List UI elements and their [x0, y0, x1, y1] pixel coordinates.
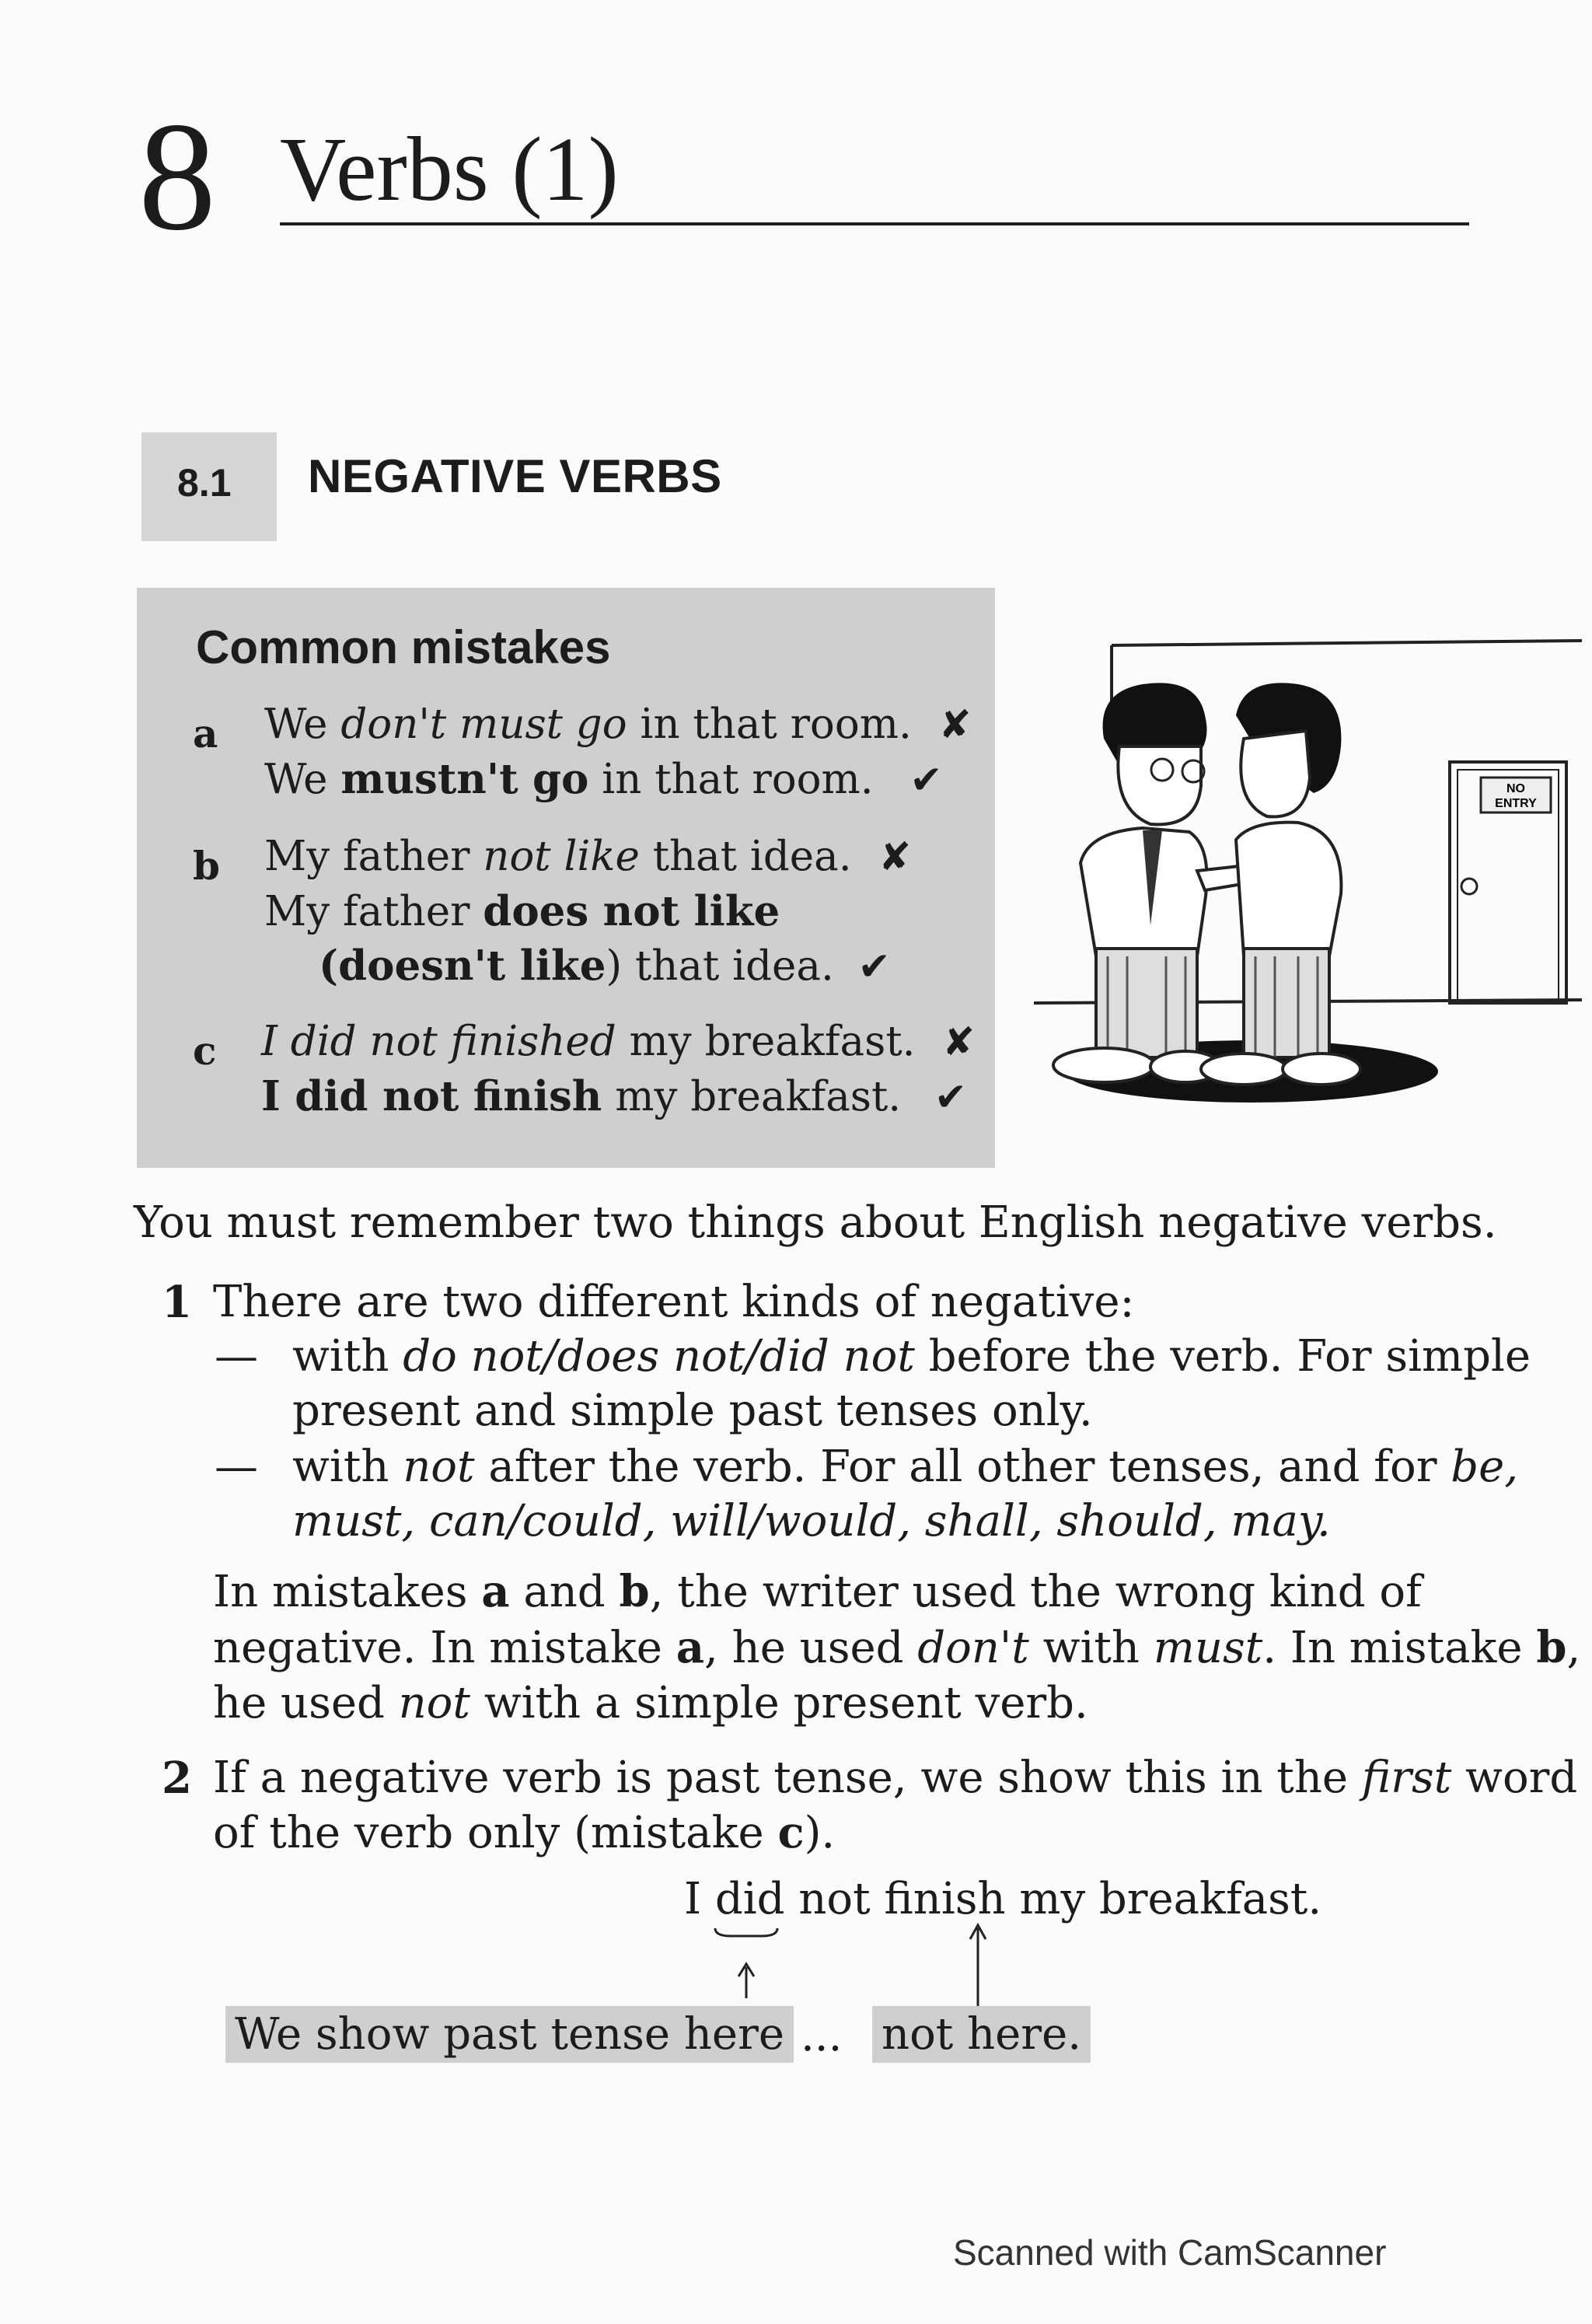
dash-2-text-line2: must, can/could, will/would, shall, should, may.	[292, 1496, 1331, 1546]
intro-text: You must remember two things about English negative verbs.	[134, 1197, 1497, 1248]
dash-2-text: with not after the verb. For all other tenses, and for be,	[292, 1442, 1519, 1492]
cross-icon: ✘	[938, 702, 972, 747]
point-2-number: 2	[162, 1753, 192, 1804]
mistake-c-right: I did not finish my breakfast. ✔	[261, 1072, 967, 1120]
point-1-number: 1	[162, 1277, 192, 1328]
dash-1-text-line2: present and simple past tenses only.	[292, 1386, 1093, 1436]
mistakes-explanation-line2: negative. In mistake a, he used don't with must. In mistake b,	[213, 1622, 1581, 1673]
mistakes-explanation-line1: In mistakes a and b, the writer used the wrong kind of	[213, 1566, 1422, 1617]
section-number: 8.1	[177, 461, 232, 505]
mistake-c-wrong: I did not finished my breakfast. ✘	[261, 1018, 976, 1065]
mistakes-explanation-line3: he used not with a simple present verb.	[213, 1678, 1088, 1728]
point-1-text: There are two different kinds of negative:	[213, 1277, 1135, 1327]
diagram-dots: ...	[801, 2011, 843, 2061]
scanner-watermark: Scanned with CamScanner	[953, 2232, 1387, 2273]
mistake-b-wrong: My father not like that idea. ✘	[264, 833, 912, 880]
check-icon: ✔	[857, 944, 891, 989]
dash-2: —	[215, 1442, 258, 1492]
chapter-title: Verbs (1)	[280, 118, 619, 220]
mistake-letter-c: c	[193, 1028, 217, 1074]
two-men-no-entry-illustration	[1011, 630, 1586, 1127]
check-icon: ✔	[909, 757, 943, 802]
not-here-label: not here.	[872, 2006, 1091, 2063]
chapter-number: 8	[138, 91, 216, 263]
mistake-a-wrong: We don't must go in that room. ✘	[264, 701, 972, 748]
sign-line-2: ENTRY	[1495, 797, 1537, 810]
common-mistakes-title: Common mistakes	[196, 621, 611, 673]
diagram-sentence: I did not finish my breakfast.	[684, 1874, 1322, 1924]
point-2-text: If a negative verb is past tense, we show this in the first word	[213, 1753, 1578, 1803]
cross-icon: ✘	[942, 1019, 976, 1064]
check-icon: ✔	[934, 1075, 967, 1120]
mistake-letter-a: a	[193, 711, 218, 757]
mistake-b-right-line2: (doesn't like) that idea. ✔	[319, 942, 891, 990]
mistake-letter-b: b	[193, 843, 220, 889]
door-knob	[1461, 879, 1477, 894]
mistake-a-right: We mustn't go in that room. ✔	[264, 755, 943, 803]
past-tense-label: We show past tense here	[225, 2006, 794, 2063]
dash-1: —	[215, 1331, 258, 1382]
bracket-under-did	[715, 1928, 777, 1936]
sign-line-1: NO	[1506, 782, 1525, 795]
point-2-text-line2: of the verb only (mistake c).	[213, 1807, 836, 1858]
title-rule	[280, 222, 1469, 225]
mistake-b-right: My father does not like	[264, 887, 780, 935]
dash-1-text: with do not/does not/did not before the verb. For simple	[292, 1331, 1531, 1382]
cross-icon: ✘	[878, 834, 912, 879]
section-title: NEGATIVE VERBS	[308, 450, 722, 502]
